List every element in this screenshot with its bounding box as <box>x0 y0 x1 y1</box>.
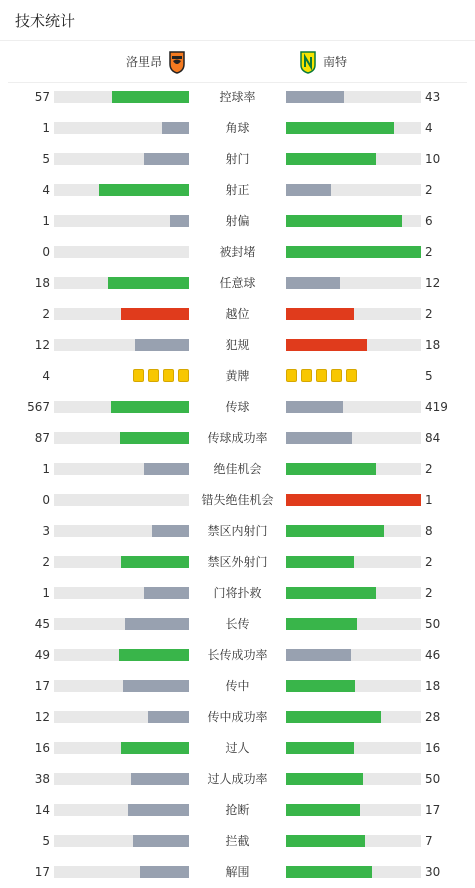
away-value: 50 <box>425 617 441 631</box>
stat-row <box>0 175 475 206</box>
stat-row <box>0 857 475 888</box>
home-value: 45 <box>34 617 50 631</box>
stat-label: 错失绝佳机会 <box>201 493 274 507</box>
stat-row <box>0 733 475 764</box>
page-header <box>0 0 475 41</box>
stat-label: 传球 <box>225 400 250 414</box>
away-value: 84 <box>425 431 441 445</box>
away-bar-fill <box>286 711 381 723</box>
away-value: 18 <box>425 679 441 693</box>
away-bar-track <box>286 804 421 816</box>
away-team[interactable] <box>293 41 347 82</box>
home-team-name: 洛里昂 <box>126 55 163 69</box>
home-bar-fill <box>119 649 189 661</box>
home-bar-track <box>54 277 189 289</box>
away-bar-track <box>286 184 421 196</box>
home-bar-fill <box>162 122 189 134</box>
home-bar-track <box>54 339 189 351</box>
home-bar-fill <box>133 835 189 847</box>
away-bar-fill <box>286 680 355 692</box>
away-bar-fill <box>286 339 367 351</box>
away-value: 2 <box>425 245 433 259</box>
home-value: 2 <box>42 307 50 321</box>
home-bar-fill <box>152 525 189 537</box>
stat-label: 传中 <box>225 679 250 693</box>
home-team[interactable] <box>126 41 192 82</box>
away-bar-fill <box>286 463 376 475</box>
away-bar-track <box>286 153 421 165</box>
away-bar-fill <box>286 866 372 878</box>
stat-label: 控球率 <box>219 90 256 104</box>
stat-label: 门将扑救 <box>213 586 262 600</box>
away-bar-fill <box>286 649 351 661</box>
away-value: 419 <box>425 400 448 414</box>
home-bar-fill <box>99 184 189 196</box>
home-value: 17 <box>34 679 50 693</box>
home-bar-fill <box>144 153 189 165</box>
away-bar-track <box>286 866 421 878</box>
home-value: 57 <box>34 90 50 104</box>
stat-row <box>0 144 475 175</box>
home-bar-track <box>54 835 189 847</box>
away-bar-fill <box>286 184 331 196</box>
away-bar-fill <box>286 618 357 630</box>
stat-row <box>0 547 475 578</box>
away-bar-track <box>286 556 421 568</box>
home-bar-fill <box>121 742 189 754</box>
away-bar-fill <box>286 432 352 444</box>
away-value: 28 <box>425 710 441 724</box>
home-bar-fill <box>112 91 189 103</box>
away-yellow-cards <box>286 369 357 382</box>
home-value: 38 <box>34 772 50 786</box>
stat-label: 过人 <box>225 741 250 755</box>
away-value: 46 <box>425 648 441 662</box>
stat-label: 黄牌 <box>225 369 250 383</box>
away-value: 50 <box>425 772 441 786</box>
home-value: 12 <box>34 710 50 724</box>
home-value: 0 <box>42 245 50 259</box>
home-bar-fill <box>121 556 189 568</box>
away-bar-track <box>286 494 421 506</box>
home-bar-track <box>54 587 189 599</box>
away-bar-fill <box>286 277 340 289</box>
stat-label: 传球成功率 <box>207 431 268 445</box>
stat-label: 禁区外射门 <box>207 555 268 569</box>
home-bar-track <box>54 122 189 134</box>
home-bar-fill <box>148 711 189 723</box>
home-bar-fill <box>123 680 189 692</box>
stat-label: 越位 <box>225 307 250 321</box>
yellow-card-icon <box>148 369 159 382</box>
home-bar-fill <box>135 339 189 351</box>
away-value: 2 <box>425 307 433 321</box>
home-bar-fill <box>120 432 189 444</box>
home-value: 1 <box>42 462 50 476</box>
lorient-crest-icon <box>168 50 186 74</box>
away-value: 5 <box>425 369 433 383</box>
stat-row <box>0 299 475 330</box>
away-bar-track <box>286 618 421 630</box>
yellow-card-icon <box>163 369 174 382</box>
away-bar-track <box>286 246 421 258</box>
home-bar-track <box>54 556 189 568</box>
stat-row <box>0 392 475 423</box>
home-bar-fill <box>121 308 189 320</box>
home-bar-track <box>54 680 189 692</box>
home-bar-track <box>54 308 189 320</box>
teams-header <box>8 41 467 83</box>
home-bar-track <box>54 215 189 227</box>
home-value: 567 <box>27 400 50 414</box>
home-value: 1 <box>42 586 50 600</box>
stat-row <box>0 578 475 609</box>
home-value: 14 <box>34 803 50 817</box>
away-value: 30 <box>425 865 441 879</box>
away-bar-fill <box>286 773 363 785</box>
home-bar-track <box>54 711 189 723</box>
stat-label: 长传成功率 <box>207 648 268 662</box>
home-bar-track <box>54 463 189 475</box>
home-value: 17 <box>34 865 50 879</box>
home-bar-track <box>54 773 189 785</box>
home-yellow-cards <box>133 369 189 382</box>
stat-label: 射正 <box>225 183 250 197</box>
stat-row <box>0 423 475 454</box>
away-bar-track <box>286 711 421 723</box>
away-value: 1 <box>425 493 433 507</box>
away-bar-fill <box>286 91 344 103</box>
home-bar-fill <box>140 866 189 878</box>
stat-label: 解围 <box>225 865 250 879</box>
home-bar-track <box>54 494 189 506</box>
home-bar-track <box>54 91 189 103</box>
home-bar-fill <box>131 773 189 785</box>
away-value: 7 <box>425 834 433 848</box>
stat-label: 任意球 <box>219 276 256 290</box>
stat-label: 传中成功率 <box>207 710 268 724</box>
home-value: 12 <box>34 338 50 352</box>
away-bar-track <box>286 215 421 227</box>
away-bar-track <box>286 401 421 413</box>
home-bar-track <box>54 246 189 258</box>
stat-row <box>0 330 475 361</box>
away-bar-fill <box>286 835 365 847</box>
stat-row <box>0 609 475 640</box>
stat-label: 角球 <box>225 121 250 135</box>
home-bar-track <box>54 618 189 630</box>
away-bar-track <box>286 91 421 103</box>
away-bar-track <box>286 525 421 537</box>
stat-label: 长传 <box>225 617 250 631</box>
away-value: 43 <box>425 90 441 104</box>
away-bar-track <box>286 649 421 661</box>
stat-row <box>0 826 475 857</box>
home-bar-fill <box>111 401 189 413</box>
home-bar-fill <box>170 215 189 227</box>
away-value: 6 <box>425 214 433 228</box>
stat-label: 射门 <box>225 152 250 166</box>
away-bar-fill <box>286 122 394 134</box>
stat-label: 被封堵 <box>219 245 256 259</box>
stat-label: 抢断 <box>225 803 250 817</box>
away-value: 17 <box>425 803 441 817</box>
home-bar-fill <box>125 618 189 630</box>
away-value: 8 <box>425 524 433 538</box>
away-value: 2 <box>425 586 433 600</box>
yellow-card-icon <box>286 369 297 382</box>
stat-row <box>0 361 475 392</box>
home-bar-track <box>54 866 189 878</box>
stat-row <box>0 516 475 547</box>
stat-label: 绝佳机会 <box>213 462 262 476</box>
home-value: 5 <box>42 152 50 166</box>
away-value: 2 <box>425 183 433 197</box>
away-bar-fill <box>286 246 421 258</box>
home-value: 4 <box>42 183 50 197</box>
away-bar-track <box>286 773 421 785</box>
home-bar-fill <box>144 587 189 599</box>
away-bar-fill <box>286 308 354 320</box>
home-bar-track <box>54 153 189 165</box>
away-bar-track <box>286 308 421 320</box>
away-bar-fill <box>286 742 354 754</box>
away-bar-fill <box>286 556 354 568</box>
stat-row <box>0 671 475 702</box>
away-value: 10 <box>425 152 441 166</box>
away-value: 12 <box>425 276 441 290</box>
away-value: 18 <box>425 338 441 352</box>
stat-label: 射偏 <box>225 214 250 228</box>
away-bar-track <box>286 680 421 692</box>
stat-row <box>0 640 475 671</box>
away-bar-fill <box>286 587 376 599</box>
home-bar-track <box>54 804 189 816</box>
stat-row <box>0 454 475 485</box>
away-value: 4 <box>425 121 433 135</box>
stat-row <box>0 764 475 795</box>
yellow-card-icon <box>346 369 357 382</box>
stat-label: 过人成功率 <box>207 772 268 786</box>
away-bar-track <box>286 587 421 599</box>
away-value: 2 <box>425 462 433 476</box>
stat-row <box>0 113 475 144</box>
stat-label: 禁区内射门 <box>207 524 268 538</box>
home-value: 18 <box>34 276 50 290</box>
away-bar-track <box>286 742 421 754</box>
nantes-crest-icon <box>299 50 317 74</box>
stat-row <box>0 485 475 516</box>
stat-row <box>0 268 475 299</box>
yellow-card-icon <box>178 369 189 382</box>
home-value: 5 <box>42 834 50 848</box>
stat-row <box>0 795 475 826</box>
stat-row <box>0 237 475 268</box>
stat-row <box>0 206 475 237</box>
home-value: 1 <box>42 121 50 135</box>
stat-row <box>0 82 475 113</box>
away-bar-fill <box>286 215 402 227</box>
home-value: 1 <box>42 214 50 228</box>
stat-label: 犯规 <box>225 338 250 352</box>
home-bar-fill <box>144 463 189 475</box>
away-bar-fill <box>286 525 384 537</box>
home-value: 0 <box>42 493 50 507</box>
away-value: 2 <box>425 555 433 569</box>
away-bar-track <box>286 339 421 351</box>
yellow-card-icon <box>316 369 327 382</box>
home-bar-track <box>54 184 189 196</box>
home-value: 87 <box>34 431 50 445</box>
home-bar-track <box>54 401 189 413</box>
home-bar-track <box>54 432 189 444</box>
away-bar-track <box>286 835 421 847</box>
stat-row <box>0 702 475 733</box>
away-team-name: 南特 <box>323 55 348 69</box>
away-bar-fill <box>286 804 360 816</box>
home-value: 3 <box>42 524 50 538</box>
home-value: 2 <box>42 555 50 569</box>
page-title: 技术统计 <box>15 12 76 30</box>
home-value: 49 <box>34 648 50 662</box>
stat-label: 拦截 <box>225 834 250 848</box>
away-bar-track <box>286 122 421 134</box>
away-bar-fill <box>286 401 343 413</box>
away-bar-track <box>286 277 421 289</box>
away-bar-fill <box>286 153 376 165</box>
home-bar-fill <box>108 277 189 289</box>
away-bar-fill <box>286 494 421 506</box>
yellow-card-icon <box>301 369 312 382</box>
home-value: 4 <box>42 369 50 383</box>
yellow-card-icon <box>133 369 144 382</box>
away-bar-track <box>286 463 421 475</box>
yellow-card-icon <box>331 369 342 382</box>
away-bar-track <box>286 432 421 444</box>
away-value: 16 <box>425 741 441 755</box>
home-bar-track <box>54 742 189 754</box>
home-bar-track <box>54 525 189 537</box>
home-bar-fill <box>128 804 189 816</box>
home-bar-track <box>54 649 189 661</box>
home-value: 16 <box>34 741 50 755</box>
